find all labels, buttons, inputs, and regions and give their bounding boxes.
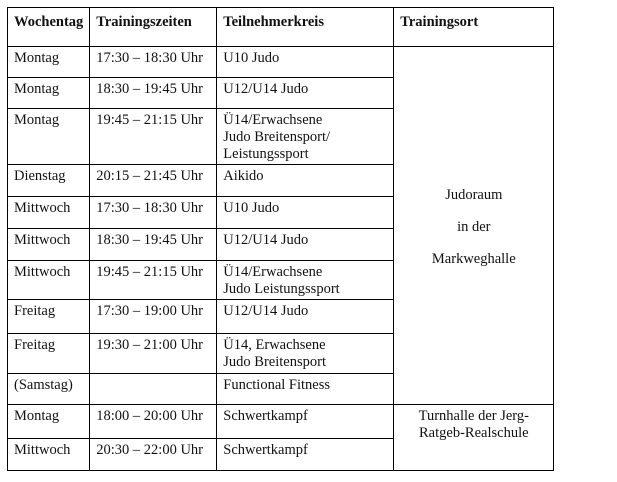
cell-day: Freitag xyxy=(8,334,90,374)
cell-group: U12/U14 Judo xyxy=(217,78,394,109)
header-time: Trainingszeiten xyxy=(90,8,217,47)
cell-group: U12/U14 Judo xyxy=(217,229,394,261)
header-day: Wochentag xyxy=(8,8,90,47)
cell-group: U10 Judo xyxy=(217,197,394,229)
cell-group: Ü14, Erwachsene Judo Breitensport xyxy=(217,334,394,374)
cell-day: (Samstag) xyxy=(8,374,90,405)
cell-time: 20:30 – 22:00 Uhr xyxy=(90,439,217,471)
cell-day: Freitag xyxy=(8,300,90,334)
cell-time: 17:30 – 18:30 Uhr xyxy=(90,197,217,229)
cell-group: Schwertkampf xyxy=(217,439,394,471)
cell-day: Mittwoch xyxy=(8,197,90,229)
cell-day: Mittwoch xyxy=(8,439,90,471)
table-row xyxy=(8,405,554,439)
header-place: Trainingsort xyxy=(394,8,554,47)
cell-group: Schwertkampf xyxy=(217,405,394,439)
cell-day: Montag xyxy=(8,78,90,109)
cell-day: Mittwoch xyxy=(8,229,90,261)
cell-group: Ü14/Erwachsene Judo Leistungssport xyxy=(217,261,394,300)
cell-time: 18:30 – 19:45 Uhr xyxy=(90,78,217,109)
cell-day: Montag xyxy=(8,47,90,78)
cell-day: Dienstag xyxy=(8,165,90,197)
place-line: Markweghalle xyxy=(431,251,516,267)
cell-time: 18:30 – 19:45 Uhr xyxy=(90,229,217,261)
cell-day: Montag xyxy=(8,109,90,165)
cell-group: Ü14/Erwachsene Judo Breitensport/ Leistungssport xyxy=(217,109,394,165)
place-line: Judoraum xyxy=(445,187,503,203)
cell-time: 18:00 – 20:00 Uhr xyxy=(90,405,217,439)
table-row xyxy=(8,47,554,78)
cell-day: Mittwoch xyxy=(8,261,90,300)
cell-time: 19:45 – 21:15 Uhr xyxy=(90,109,217,165)
cell-group: U10 Judo xyxy=(217,47,394,78)
cell-place-markweghalle xyxy=(394,47,554,405)
cell-time: 17:30 – 19:00 Uhr xyxy=(90,300,217,334)
cell-group: Functional Fitness xyxy=(217,374,394,405)
cell-time: 17:30 – 18:30 Uhr xyxy=(90,47,217,78)
place-line: Ratgeb-Realschule xyxy=(419,425,529,441)
cell-group: Aikido xyxy=(217,165,394,197)
cell-time: 19:30 – 21:00 Uhr xyxy=(90,334,217,374)
cell-day: Montag xyxy=(8,405,90,439)
cell-group: U12/U14 Judo xyxy=(217,300,394,334)
cell-time: 19:45 – 21:15 Uhr xyxy=(90,261,217,300)
header-row xyxy=(8,8,554,47)
cell-place-realschule xyxy=(394,405,554,471)
header-group: Teilnehmerkreis xyxy=(217,8,394,47)
place-line: in der xyxy=(457,219,491,235)
training-schedule-table xyxy=(7,7,554,471)
cell-time xyxy=(90,374,217,405)
cell-time: 20:15 – 21:45 Uhr xyxy=(90,165,217,197)
place-line: Turnhalle der Jerg- xyxy=(418,408,529,424)
